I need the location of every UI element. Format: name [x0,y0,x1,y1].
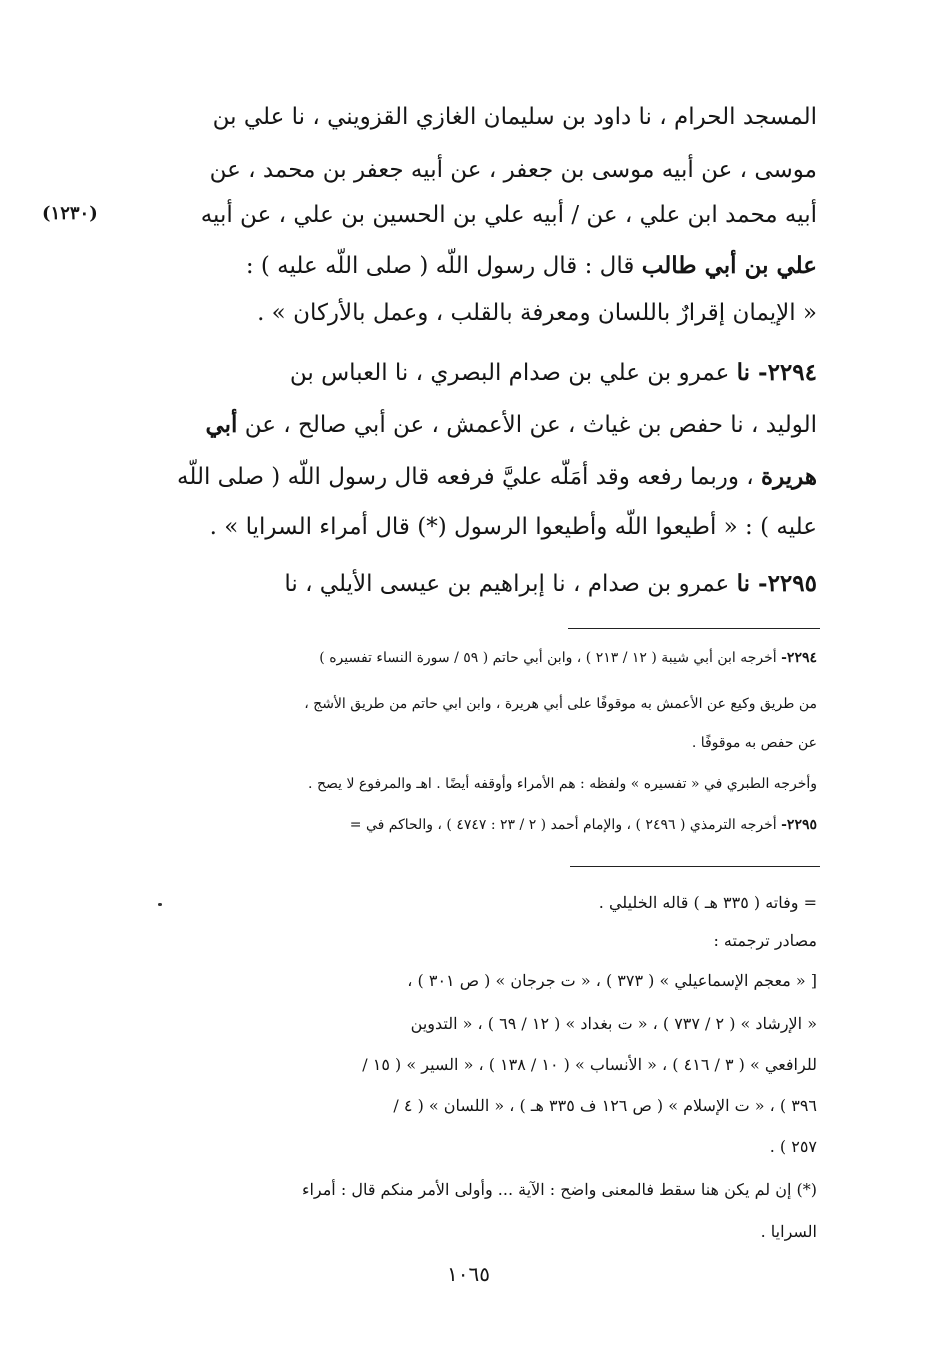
references-divider [570,866,820,867]
text-run: قال : قال رسول اللّه ( صلى اللّه عليه ) : [245,253,642,279]
narrator-name: أبي [205,411,238,438]
page-number: ١٠٦٥ [447,1262,490,1286]
footnote-divider [568,628,820,629]
hadith-text: « الإيمان إقرارٌ باللسان ومعرفة بالقلب ، وعمل بالأركان » . [257,300,817,326]
text-line: موسى ، عن أبيه موسى بن جعفر ، عن أبيه جعفر بن محمد ، عن [209,157,817,183]
text-run: عمرو بن صدام ، نا إبراهيم بن عيسى الأيلي ، نا [284,571,737,597]
narrator-name: علي بن أبي طالب [641,252,817,279]
reference-line: « الإرشاد » ( ٢ / ٧٣٧ ) ، « ت بغداد » ( ١٢ / ٦٩ ) ، « التدوين [410,1014,817,1033]
footnote-line: عن حفص به موقوفًا . [691,735,817,751]
text-line: المسجد الحرام ، نا داود بن سليمان الغازي القزويني ، نا علي بن [212,104,817,130]
hadith-number: ٢٢٩٤- نا [736,359,817,386]
text-run: أخرجه الترمذي ( ٢٤٩٦ ) ، والإمام أحمد ( ٢ / ٢٣ : ٤٧٤٧ ) ، والحاكم في = [349,817,782,833]
footnote-line [350,817,817,833]
footnote-number: ٢٢٩٥- [781,817,817,833]
text-run: أخرجه ابن أبي شيبة ( ١٢ / ٢١٣ ) ، وابن أبي حاتم ( ٥٩ / سورة النساء تفسيره ) [319,650,782,666]
reference-line: للرافعي » ( ٣ / ٤١٦ ) ، « الأنساب » ( ١٠ / ١٣٨ ) ، « السير » ( ١٥ / [362,1055,817,1074]
hadith-number: ٢٢٩٥- نا [736,570,817,597]
text-line: أبيه محمد ابن علي ، عن / أبيه علي بن الحسين بن علي ، عن أبيه [200,202,817,228]
hadith-2295-start [284,570,817,597]
reference-line: = وفاته ( ٣٣٥ هـ ) قاله الخليلي . [598,893,817,912]
footnote-line: من طريق وكيع عن الأعمش به موقوفًا على أبي هريرة ، وابن ابي حاتم من طريق الأشج ، [304,696,817,712]
text-line [205,411,817,438]
footnote-line [319,650,817,666]
margin-page-reference: (١٢٣٠) [42,203,98,224]
text-run: عمرو بن علي بن صدام البصري ، نا العباس بن [289,360,737,386]
text-run: الوليد ، نا حفص بن غياث ، عن الأعمش ، عن أبي صالح ، عن [237,412,817,438]
text-line: عليه ) : « أطيعوا اللّه وأطيعوا الرسول (*) قال أمراء السرايا » . [209,514,817,540]
footnote-line: وأخرجه الطبري في « تفسيره » ولفظه : هم الأمراء وأوقفه أيضًا . اهـ والمرفوع لا يصح . [308,776,817,792]
reference-line: ٣٩٦ ) ، « ت الإسلام » ( ص ١٢٦ ف ٣٣٥ هـ ) ، « اللسان » ( ٤ / [393,1096,817,1115]
reference-line: [ « معجم الإسماعيلي » ( ٣٧٣ ) ، « ت جرجان » ( ص ٣٠١ ) ، [407,971,817,990]
footnote-number: ٢٢٩٤- [781,650,817,666]
text-run: ، وربما رفعه وقد أمَلّه عليَّ فرفعه قال رسول اللّه ( صلى اللّه [177,464,762,490]
reference-line: السرايا . [760,1222,817,1241]
ink-speck [158,903,162,906]
text-line [246,252,817,279]
reference-line: مصادر ترجمته : [713,931,817,950]
reference-line: (*) إن لم يكن هنا سقط فالمعنى واضح : الآية ... وأولى الأمر منكم قال : أمراء [301,1180,817,1199]
text-line [177,463,817,490]
narrator-name: هريرة [761,463,817,490]
reference-line: ٢٥٧ ) . [769,1137,817,1156]
hadith-2294-start [290,359,817,386]
